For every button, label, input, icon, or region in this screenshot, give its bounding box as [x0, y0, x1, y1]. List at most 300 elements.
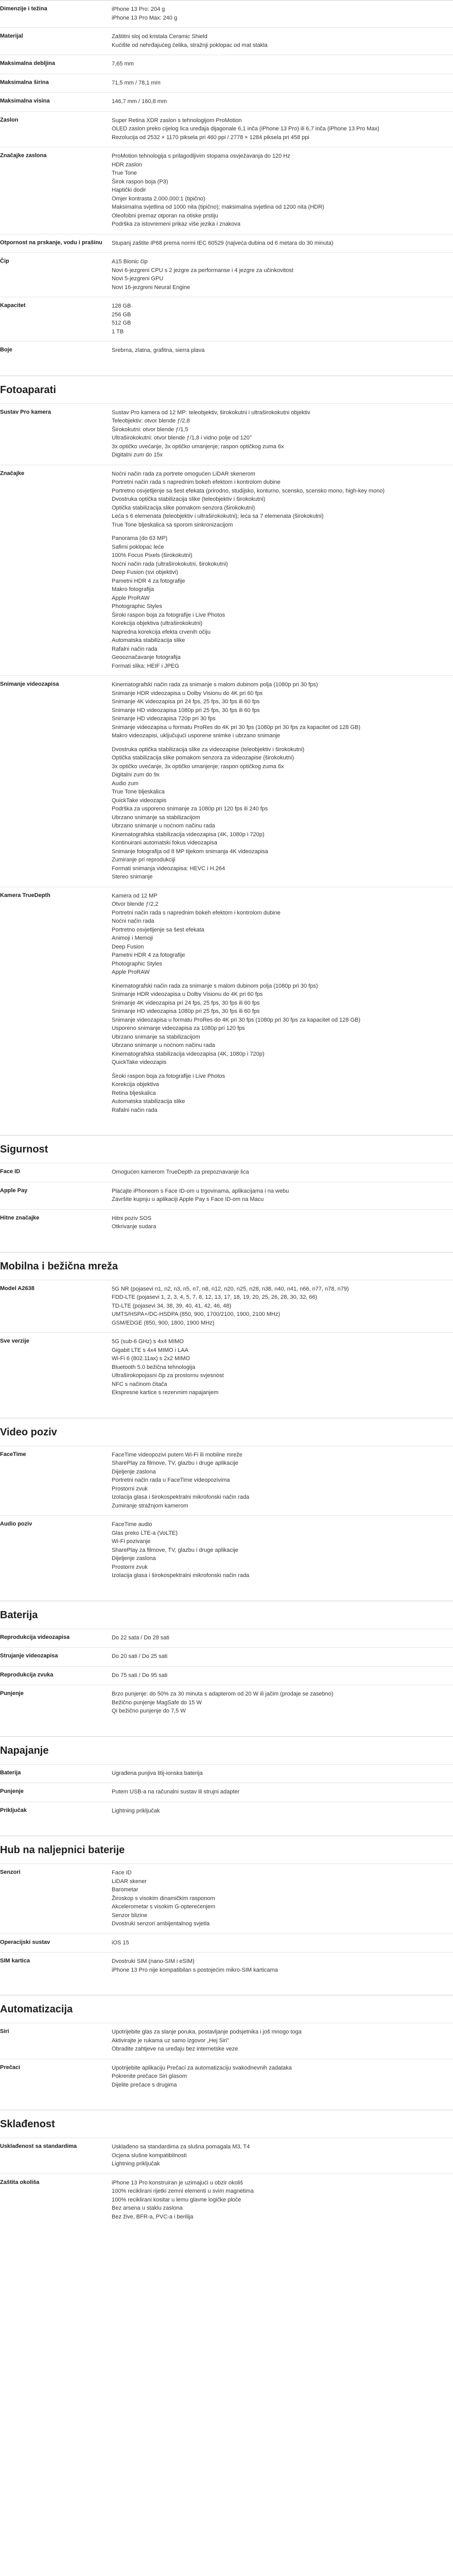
spec-value — [112, 302, 453, 336]
spec-label: Otpornost na prskanje, vodu i prašinu — [0, 239, 102, 246]
spec-line: Snimanje HD videozapisa 1080p pri 25 fps, 30 fps ili 60 fps — [112, 1008, 260, 1014]
spec-line: Obradite zahtjeve na uređaju bez internetske veze — [112, 2046, 238, 2052]
spec-line: Geooznačavanje fotografija — [112, 654, 181, 660]
spec-line: GSM/EDGE (850, 900, 1800, 1900 MHz) — [112, 1319, 215, 1326]
spec-line: OLED zaslon preko cijelog lica uređaja dijagonale 6,1 inča (iPhone 13 Pro) ili 6,7 inča (iPhone 13 Pro Max) — [112, 126, 379, 132]
spec-line: Noćni način rada — [112, 918, 154, 924]
spec-line: Portretni način rada u FaceTime videopozivima — [112, 1477, 230, 1483]
spec-line: Makro fotografija — [112, 586, 154, 592]
spec-paragraph — [112, 346, 453, 355]
spec-line: Stereo snimanje — [112, 874, 153, 880]
spec-value — [112, 1337, 453, 1397]
spec-line: Do 75 sati / Do 95 sati — [112, 1672, 168, 1679]
spec-label: Audio poziv — [0, 1521, 32, 1527]
spec-row — [0, 92, 453, 111]
spec-line: iPhone 13 Pro: 204 g — [112, 6, 165, 12]
spec-paragraph — [112, 745, 453, 882]
spec-value — [112, 1634, 453, 1642]
spec-label: Sustav Pro kamera — [0, 409, 51, 415]
spec-paragraph — [112, 116, 453, 142]
spec-line: Kinematografska stabilizacija videozapisa (4K, 1080p i 720p) — [112, 1050, 265, 1057]
spec-row — [0, 2023, 453, 2059]
spec-value — [112, 79, 453, 88]
spec-label: Snimanje videozapisa — [0, 681, 59, 687]
spec-paragraph — [112, 1690, 453, 1716]
spec-label: Face ID — [0, 1168, 21, 1175]
spec-line: Stupanj zaštite IP68 prema normi IEC 60529 (najveća dubina od 6 metara do 30 minuta) — [112, 240, 334, 246]
spec-line: Zumiranje pri reprodukciji — [112, 857, 176, 863]
spec-row — [0, 1515, 453, 1585]
spec-line: Ubrzano snimanje sa stabilizacijom — [112, 814, 200, 821]
spec-line: Face ID — [112, 1870, 132, 1876]
spec-row — [0, 1163, 453, 1182]
spec-line: Dvostruka optička stabilizacija slike (teleobjektiv i širokokutni) — [112, 496, 266, 502]
spec-paragraph — [112, 1869, 453, 1928]
spec-label: Prečaci — [0, 2064, 21, 2071]
spec-row — [0, 2174, 453, 2227]
spec-line: Portretni način rada s naprednim bokeh efektom i kontrolom dubine — [112, 909, 281, 916]
spec-line: Apple ProRAW — [112, 595, 150, 601]
spec-line: Ugrađena punjiva litij-ionska baterija — [112, 1770, 203, 1776]
spec-line: Omjer kontrasta 2.000.000:1 (tipično) — [112, 195, 205, 202]
spec-line: Deep Fusion (svi objektivi) — [112, 569, 178, 575]
section-title: Hub na naljepnici baterije — [0, 1844, 125, 1856]
spec-line: UMTS/HSPA+/DC-HSDPA (850, 900, 1700/2100, 1900, 2100 MHz) — [112, 1311, 281, 1317]
spec-paragraph — [112, 1337, 453, 1397]
spec-paragraph — [112, 1634, 453, 1642]
section-title: Napajanje — [0, 1744, 49, 1756]
spec-line: Formati slika: HEIF i JPEG — [112, 663, 179, 669]
spec-line: Bluetooth 5.0 bežična tehnologija — [112, 1364, 196, 1370]
spec-label: Strujanje videozapisa — [0, 1653, 58, 1659]
spec-paragraph — [112, 1939, 453, 1947]
spec-line: Ultraširokopojasni čip za prostornu svjesnost — [112, 1372, 224, 1379]
spec-label: Punjenje — [0, 1788, 24, 1794]
spec-line: Plaćajte iPhoneom s Face ID-om u trgovinama, aplikacijama i na webu — [112, 1188, 289, 1194]
spec-line: Široki raspon boja za fotografije i Live Photos — [112, 1073, 225, 1079]
spec-line: Dvostruka optička stabilizacija slike za videozapise (teleobjektiv i širokokutni) — [112, 746, 305, 753]
spec-paragraph — [112, 1520, 453, 1580]
spec-paragraph — [112, 982, 453, 1067]
spec-value — [112, 2143, 453, 2168]
spec-line: Snimanje fotografija od 8 MP tijekom snimanja 4K videozapisa — [112, 848, 268, 855]
spec-row — [0, 1209, 453, 1236]
spec-paragraph — [112, 60, 453, 69]
spec-line: 5G (sub-6 GHz) s 4x4 MIMO — [112, 1338, 184, 1345]
spec-line: Žiroskop s visokim dinamičkim rasponom — [112, 1895, 215, 1902]
spec-paragraph — [112, 2143, 453, 2168]
spec-row — [0, 465, 453, 676]
spec-line: Snimanje 4K videozapisa pri 24 fps, 25 fps, 30 fps ili 60 fps — [112, 999, 260, 1006]
spec-line: Snimanje videozapisa u formatu ProRes do 4K pri 30 fps (1080p pri 30 fps za kapacitet od 128 GB) — [112, 724, 361, 731]
spec-line: Otkrivanje sudara — [112, 1224, 156, 1230]
spec-line: Hitni poziv SOS — [112, 1215, 152, 1222]
spec-line: Glas preko LTE-a (VoLTE) — [112, 1530, 178, 1536]
spec-value — [112, 1671, 453, 1680]
spec-value — [112, 2064, 453, 2090]
spec-label: Maksimalna visina — [0, 98, 50, 104]
spec-line: Rafalni način rada — [112, 646, 158, 652]
spec-line: Putem USB-a na računalni sustav ili strujni adapter — [112, 1789, 240, 1795]
spec-line: Snimanje HDR videozapisa u Dolby Visionu do 4K pri 60 fps — [112, 690, 263, 697]
spec-row — [0, 403, 453, 465]
spec-line: Završite kupnju u aplikaciji Apple Pay s Face ID-om na Macu — [112, 1196, 264, 1202]
spec-line: Brzo punjenje: do 50% za 30 minuta s adapterom od 20 W ili jačim (prodaje se zasebno) — [112, 1691, 334, 1697]
spec-line: 128 GB — [112, 303, 131, 309]
spec-label: Hitne značajke — [0, 1214, 40, 1221]
spec-row — [0, 1446, 453, 1516]
spec-line: True Tone — [112, 170, 137, 176]
spec-line: Wi-Fi 6 (802.11ax) s 2x2 MIMO — [112, 1355, 190, 1362]
spec-paragraph — [112, 534, 453, 670]
spec-paragraph — [112, 1187, 453, 1204]
spec-line: Retina bljeskalica — [112, 1090, 156, 1096]
spec-section — [0, 1418, 453, 1585]
spec-label: Maksimalna širina — [0, 79, 49, 86]
spec-line: Optička stabilizacija slike pomakom senzora (širokokutni) — [112, 504, 255, 511]
spec-row — [0, 74, 453, 93]
spec-row — [0, 55, 453, 74]
spec-line: Omogućen kamerom TrueDepth za prepoznavanje lica — [112, 1169, 249, 1175]
spec-line: Photographic Styles — [112, 603, 162, 609]
spec-row — [0, 1783, 453, 1802]
spec-paragraph — [112, 152, 453, 229]
spec-label: Reprodukcija videozapisa — [0, 1634, 70, 1640]
spec-paragraph — [112, 5, 453, 22]
spec-line: Akcelerometar s visokim G-opterećenjem — [112, 1904, 216, 1910]
spec-line: Rafalni način rada — [112, 1107, 158, 1113]
section-title: Baterija — [0, 1609, 38, 1621]
spec-label: SIM kartica — [0, 1958, 30, 1964]
spec-value — [112, 2028, 453, 2054]
spec-line: Barometar — [112, 1887, 138, 1893]
spec-line: Noćni način rada za portrete omogućen LiDAR skenerom — [112, 470, 255, 477]
section-title: Automatizacija — [0, 2004, 73, 2015]
spec-value — [112, 470, 453, 671]
spec-line: Optička stabilizacija slike pomakom senzora za videozapise (širokokutni) — [112, 755, 294, 761]
spec-line: Leća s 6 elemenata (teleobjektiv i ultraširokokutni); leća sa 7 elemenata (širokokutni) — [112, 513, 324, 519]
spec-row — [0, 1182, 453, 1209]
spec-line: Široki raspon boja za fotografije i Live Photos — [112, 612, 225, 618]
spec-label: Zaslon — [0, 116, 19, 123]
spec-label: Značajke zaslona — [0, 152, 47, 159]
spec-paragraph — [112, 1451, 453, 1511]
spec-line: Wi-Fi pozivanje — [112, 1538, 151, 1545]
spec-line: Noćni način rada (ultraširokokutni, širokokutni) — [112, 561, 228, 567]
spec-row — [0, 1629, 453, 1648]
spec-line: 5G NR (pojasevi n1, n2, n3, n5, n7, n8, n12, n20, n25, n28, n38, n40, n41, n66, n77, n78, n79) — [112, 1285, 349, 1292]
spec-row — [0, 27, 453, 55]
spec-row — [0, 1280, 453, 1333]
spec-line: iPhone 13 Pro Max: 240 g — [112, 14, 178, 21]
spec-label: FaceTime — [0, 1451, 26, 1458]
spec-line: 146,7 mm / 160,8 mm — [112, 98, 167, 105]
spec-row — [0, 887, 453, 1120]
spec-row — [0, 1647, 453, 1666]
spec-line: ProMotion tehnologija s prilagodljivim stopama osvježavanja do 120 Hz — [112, 153, 290, 159]
spec-paragraph — [112, 1652, 453, 1661]
spec-line: SharePlay za filmove, TV, glazbu i druge aplikacije — [112, 1460, 238, 1466]
section-title: Mobilna i bežična mreža — [0, 1260, 118, 1272]
spec-row — [0, 297, 453, 341]
spec-value — [112, 409, 453, 460]
spec-value — [112, 239, 453, 248]
section-title: Sigurnost — [0, 1144, 48, 1155]
spec-line: 256 GB — [112, 311, 131, 318]
spec-line: QuickTake videozapis — [112, 1059, 167, 1065]
spec-label: Boje — [0, 347, 12, 353]
spec-row — [0, 147, 453, 234]
spec-row — [0, 234, 453, 253]
spec-line: Haptički dodir — [112, 187, 146, 193]
spec-line: Zumiranje stražnjom kamerom — [112, 1502, 188, 1509]
spec-value — [112, 152, 453, 229]
spec-line: Rezolucija od 2532 × 1170 piksela pri 460 ppi / 2778 × 1284 piksela pri 458 ppi — [112, 134, 309, 141]
spec-row — [0, 111, 453, 147]
spec-line: Qi bežično punjenje do 7,5 W — [112, 1708, 186, 1714]
spec-line: Kinematografska stabilizacija videozapisa (4K, 1080p i 720p) — [112, 831, 265, 838]
spec-section — [0, 2110, 453, 2226]
spec-line: Dijelite prečace s drugima — [112, 2081, 177, 2088]
spec-row — [0, 1332, 453, 1402]
spec-line: Ubrzano snimanje sa stabilizacijom — [112, 1033, 200, 1040]
spec-line: Deep Fusion — [112, 943, 144, 950]
spec-line: Usklađeno sa standardima za slušna pomagala M3, T4 — [112, 2144, 250, 2150]
spec-line: Napredna korekcija efekta crvenih očiju — [112, 629, 211, 635]
spec-line: 71,5 mm / 78,1 mm — [112, 79, 161, 86]
spec-label: Priključak — [0, 1807, 27, 1814]
spec-row — [0, 2138, 453, 2174]
spec-line: Lightning priključak — [112, 2161, 160, 2167]
spec-line: Audio zum — [112, 780, 138, 787]
spec-line: Usporeno snimanje videozapisa za 1080p pri 120 fps — [112, 1025, 245, 1031]
spec-value — [112, 1168, 453, 1177]
spec-line: Snimanje 4K videozapisa pri 24 fps, 25 fps, 30 fps ili 60 fps — [112, 699, 260, 705]
spec-paragraph — [112, 892, 453, 977]
spec-line: Animoji i Memoji — [112, 935, 153, 941]
spec-line: Formati snimanja videozapisa: HEVC i H.264 — [112, 865, 225, 872]
spec-line: 3x optičko uvećanje, 3x optičko umanjenje; raspon optičkog zuma 6x — [112, 443, 284, 450]
spec-line: Zaštitni sloj od kristala Ceramic Shield — [112, 33, 207, 40]
spec-section — [0, 1252, 453, 1402]
spec-line: Novi 6-jezgreni CPU s 2 jezgre za performanse i 4 jezgre za učinkovitost — [112, 267, 293, 274]
spec-line: Do 22 sata / Do 28 sati — [112, 1634, 169, 1641]
spec-line: Ultraširokokutni: otvor blende ƒ/1,8 i vidno polje od 120° — [112, 435, 252, 441]
spec-section — [0, 1836, 453, 1979]
spec-line: A15 Bionic čip — [112, 259, 148, 265]
spec-line: Digitalni zum do 15x — [112, 452, 163, 458]
spec-row — [0, 1863, 453, 1934]
spec-paragraph — [112, 1214, 453, 1231]
section-title: Fotoaparati — [0, 384, 56, 396]
spec-label: Senzori — [0, 1869, 21, 1875]
spec-value — [112, 1451, 453, 1511]
spec-paragraph — [112, 1072, 453, 1115]
spec-line: Lightning priključak — [112, 1807, 160, 1814]
spec-paragraph — [112, 1807, 453, 1816]
spec-value — [112, 681, 453, 882]
spec-line: iOS 15 — [112, 1939, 129, 1946]
spec-label: Značajke — [0, 470, 25, 477]
spec-label: Apple Pay — [0, 1187, 28, 1194]
spec-line: Sustav Pro kamera od 12 MP: teleobjektiv, širokokutni i ultraširokokutni objektiv — [112, 409, 310, 416]
spec-value — [112, 1652, 453, 1661]
spec-paragraph — [112, 32, 453, 49]
spec-line: Automatska stabilizacija slike — [112, 637, 185, 643]
spec-line: Dvostruki senzori ambijentalnog svjetla — [112, 1921, 210, 1927]
spec-line: Širok raspon boja (P3) — [112, 178, 168, 185]
spec-section — [0, 1736, 453, 1821]
spec-paragraph — [112, 470, 453, 530]
section-title: Video poziv — [0, 1426, 57, 1438]
spec-line: FDD-LTE (pojasevi 1, 2, 3, 4, 5, 7, 8, 12, 13, 17, 18, 19, 20, 25, 26, 28, 30, 32, 66) — [112, 1294, 318, 1300]
spec-value — [112, 1520, 453, 1580]
spec-value — [112, 32, 453, 49]
spec-paragraph — [112, 1671, 453, 1680]
spec-line: Bez žive, BFR-a, PVC-a i berilija — [112, 2213, 194, 2220]
spec-line: Upotrijebite glas za slanje poruka, postavljanje podsjetnika i još mnogo toga — [112, 2029, 302, 2035]
spec-value — [112, 116, 453, 142]
spec-label: Kapacitet — [0, 302, 26, 309]
spec-paragraph — [112, 1769, 453, 1778]
spec-line: Digitalni zum do 9x — [112, 772, 160, 778]
spec-section — [0, 1135, 453, 1236]
spec-label: Model A2638 — [0, 1285, 34, 1292]
spec-line: 100% reciklirani kositar u lemu glavne logičke ploče — [112, 2196, 241, 2203]
spec-line: Snimanje HD videozapisa 720p pri 30 fps — [112, 716, 216, 722]
spec-line: Photographic Styles — [112, 960, 162, 967]
spec-row — [0, 1764, 453, 1783]
spec-paragraph — [112, 302, 453, 336]
spec-line: Podrška za usporeno snimanje za 1080p pri 120 fps ili 240 fps — [112, 806, 268, 812]
spec-line: LiDAR skener — [112, 1878, 147, 1885]
spec-paragraph — [112, 239, 453, 248]
spec-line: Snimanje videozapisa u formatu ProRes do 4K pri 30 fps (1080p pri 30 fps za kapacitet od 128 GB) — [112, 1016, 361, 1023]
spec-value — [112, 2179, 453, 2222]
spec-paragraph — [112, 79, 453, 88]
spec-line: Upotrijebite aplikaciju Prečaci za automatizaciju svakodnevnih zadataka — [112, 2064, 292, 2071]
spec-paragraph — [112, 97, 453, 106]
spec-line: Kinematografski način rada za snimanje s malom dubinom polja (1080p pri 30 fps) — [112, 682, 318, 688]
spec-paragraph — [112, 1788, 453, 1797]
spec-line: Ubrzano snimanje u noćnom načinu rada — [112, 1042, 215, 1048]
spec-value — [112, 1214, 453, 1231]
spec-row — [0, 1685, 453, 1721]
spec-line: iPhone 13 Pro nije kompatibilan s postojećim mikro-SIM karticama — [112, 1967, 278, 1973]
spec-row — [0, 1952, 453, 1979]
spec-value — [112, 1939, 453, 1947]
spec-label: Zaštita okoliša — [0, 2179, 40, 2185]
spec-row — [0, 1666, 453, 1685]
spec-line: Portretni način rada s naprednim bokeh efektom i kontrolom dubine — [112, 479, 281, 485]
spec-line: Kinematografski način rada za snimanje s malom dubinom polja (1080p pri 30 fps) — [112, 982, 318, 989]
spec-line: Dijeljenje zaslona — [112, 1468, 156, 1475]
spec-line: QuickTake videozapis — [112, 797, 167, 804]
spec-paragraph — [112, 681, 453, 740]
spec-section — [0, 0, 453, 360]
spec-label: Usklađenost sa standardima — [0, 2143, 77, 2149]
spec-row — [0, 675, 453, 887]
spec-line: Izolacija glasa i širokospektralni mikrofonski način rada — [112, 1572, 250, 1579]
spec-value — [112, 346, 453, 355]
spec-line: Kontinuirani automatski fokus videozapisa — [112, 840, 217, 846]
spec-line: Makro videozapisi, uključujući usporene snimke i ubrzano snimanje — [112, 733, 281, 739]
spec-line: SharePlay za filmove, TV, glazbu i druge aplikacije — [112, 1547, 238, 1553]
spec-paragraph — [112, 1168, 453, 1177]
spec-line: Maksimalna svjetlina od 1000 nita (tipično); maksimalna svjetlina od 1200 nita (HDR) — [112, 204, 324, 210]
spec-line: Dijeljenje zaslona — [112, 1555, 156, 1562]
spec-line: Snimanje HD videozapisa 1080p pri 25 fps, 30 fps ili 60 fps — [112, 707, 260, 714]
spec-paragraph — [112, 2028, 453, 2054]
spec-line: 1 TB — [112, 328, 124, 335]
spec-line: Ocjena slušne kompatibilnosti — [112, 2152, 187, 2159]
spec-value — [112, 258, 453, 292]
spec-line: Korekcija objektiva (ultraširokokutni) — [112, 620, 203, 626]
spec-line: Automatska stabilizacija slike — [112, 1098, 185, 1105]
spec-line: Safirni poklopac leće — [112, 544, 164, 550]
spec-line: TD-LTE (pojasevi 34, 38, 39, 40, 41, 42, 46, 48) — [112, 1302, 232, 1309]
spec-value — [112, 1957, 453, 1974]
spec-row — [0, 0, 453, 27]
spec-line: Prostorni zvuk — [112, 1564, 148, 1570]
spec-value — [112, 1690, 453, 1716]
spec-line: Bez arsena u staklu zaslona — [112, 2205, 183, 2211]
spec-label: Siri — [0, 2028, 9, 2035]
spec-line: Novi 16-jezgreni Neural Engine — [112, 284, 190, 291]
spec-label: Dimenzije i težina — [0, 6, 47, 12]
spec-line: Portretno osvjetljenje sa šest efekata (prirodno, studijsko, konturno, scensko, scensko mono, high-key mono) — [112, 487, 385, 494]
spec-row — [0, 252, 453, 297]
spec-label: Sve verzije — [0, 1338, 29, 1344]
spec-line: True Tone bljeskalica sa sporom sinkronizacijom — [112, 521, 233, 528]
spec-label: Operacijski sustav — [0, 1939, 50, 1945]
spec-line: 3x optičko uvećanje, 3x optičko umanjenje; raspon optičkog zuma 6x — [112, 763, 284, 770]
spec-paragraph — [112, 1957, 453, 1974]
spec-line: iPhone 13 Pro konstruiran je uzimajući u obzir okoliš — [112, 2179, 243, 2186]
spec-line: Portretno osvjetljenje sa šest efekata — [112, 926, 204, 933]
spec-label: Maksimalna debljina — [0, 60, 55, 66]
spec-line: 512 GB — [112, 320, 131, 326]
spec-label: Kamera TrueDepth — [0, 892, 50, 899]
spec-section — [0, 1995, 453, 2094]
spec-paragraph — [112, 2179, 453, 2222]
spec-line: Oleofobni premaz otporan na otiske prstiju — [112, 212, 218, 219]
spec-label: Reprodukcija zvuka — [0, 1671, 54, 1678]
spec-line: 7,65 mm — [112, 61, 134, 67]
spec-line: Ubrzano snimanje u noćnom načinu rada — [112, 823, 215, 829]
spec-row — [0, 1934, 453, 1953]
spec-label: Materijal — [0, 33, 23, 39]
spec-line: 100% Focus Pixels (širokokutni) — [112, 552, 193, 558]
spec-value — [112, 97, 453, 106]
spec-line: FaceTime videopozivi putem Wi-Fi ili mobilne mreže — [112, 1451, 242, 1458]
spec-line: Pametni HDR 4 za fotografije — [112, 578, 185, 584]
spec-paragraph — [112, 258, 453, 292]
spec-line: Aktivirajte je rukama uz samo izgovor „Hej Siri” — [112, 2037, 230, 2044]
spec-value — [112, 1788, 453, 1797]
spec-value — [112, 5, 453, 22]
spec-line: Otvor blende ƒ/2,2 — [112, 901, 159, 907]
spec-line: Apple ProRAW — [112, 969, 150, 975]
spec-line: Podrška za istovremeni prikaz više jezika i znakova — [112, 221, 241, 227]
spec-line: Pokrenite prečace Siri glasom — [112, 2073, 187, 2079]
spec-line: Prostorni zvuk — [112, 1485, 148, 1492]
spec-line: Gigabit LTE s 4x4 MIMO i LAA — [112, 1347, 188, 1353]
spec-section — [0, 376, 453, 1120]
spec-paragraph — [112, 409, 453, 460]
spec-value — [112, 892, 453, 1115]
spec-line: Bežično punjenje MagSafe do 15 W — [112, 1699, 202, 1706]
